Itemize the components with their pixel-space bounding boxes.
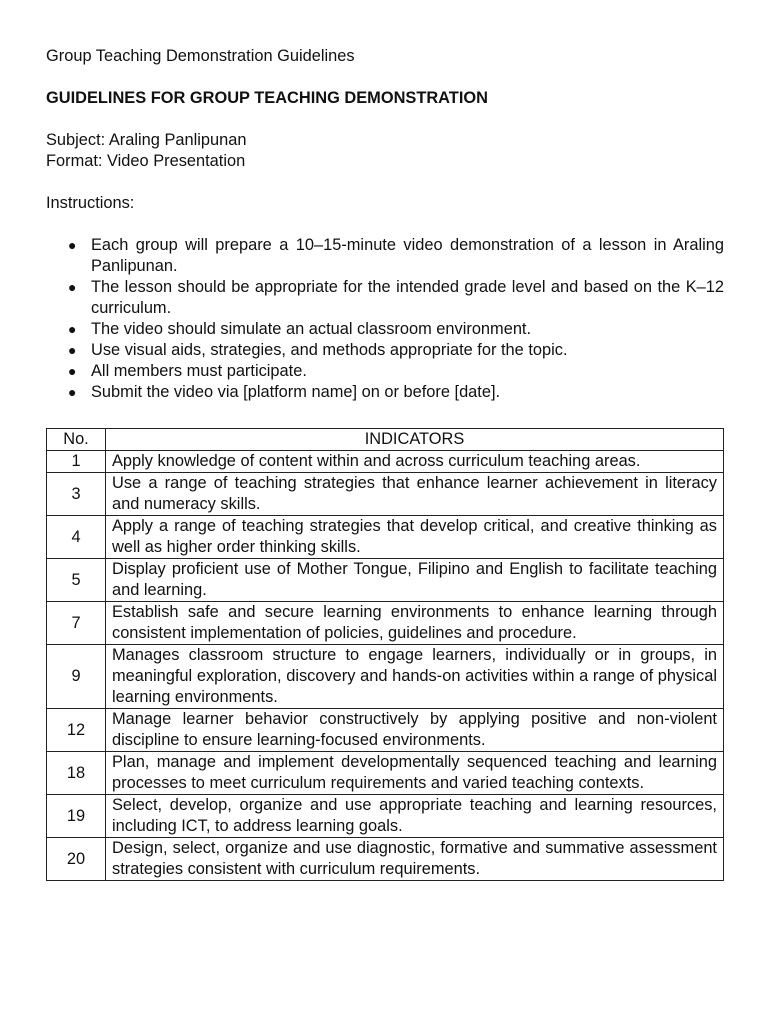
- bullet-icon: ●: [68, 384, 77, 400]
- table-row: [47, 838, 724, 881]
- instruction-item: [46, 277, 724, 319]
- indicators-table: [46, 428, 724, 881]
- table-row: [47, 602, 724, 645]
- instruction-text: Each group will prepare a 10–15-minute video demonstration of a lesson in Araling Panlipunan.: [91, 236, 724, 275]
- row-number: 12: [47, 709, 106, 752]
- instruction-item: [46, 361, 724, 382]
- instruction-item: [46, 235, 724, 277]
- header-no: No.: [47, 429, 106, 451]
- row-number: 9: [47, 645, 106, 709]
- row-number: 20: [47, 838, 106, 881]
- bullet-icon: ●: [68, 237, 77, 253]
- table-row: [47, 795, 724, 838]
- row-indicator: Use a range of teaching strategies that enhance learner achievement in literacy and numeracy skills.: [106, 473, 724, 516]
- instruction-text: Submit the video via [platform name] on or before [date].: [91, 383, 501, 401]
- table-row: [47, 473, 724, 516]
- bullet-icon: ●: [68, 279, 77, 295]
- row-number: 19: [47, 795, 106, 838]
- table-row: [47, 559, 724, 602]
- row-indicator: Select, develop, organize and use appropriate teaching and learning resources, including ICT, to address learning goals.: [106, 795, 724, 838]
- table-row: [47, 516, 724, 559]
- row-indicator: Plan, manage and implement developmentally sequenced teaching and learning processes to meet curriculum requirements and varied teaching contexts.: [106, 752, 724, 795]
- row-number: 3: [47, 473, 106, 516]
- row-number: 7: [47, 602, 106, 645]
- row-indicator: Design, select, organize and use diagnostic, formative and summative assessment strategies consistent with curriculum requirements.: [106, 838, 724, 881]
- row-number: 4: [47, 516, 106, 559]
- row-number: 5: [47, 559, 106, 602]
- row-number: 1: [47, 451, 106, 473]
- row-indicator: Manage learner behavior constructively by applying positive and non-violent discipline to ensure learning-focused environments.: [106, 709, 724, 752]
- row-indicator: Establish safe and secure learning environments to enhance learning through consistent implementation of policies, guidelines and procedure.: [106, 602, 724, 645]
- document-title: Group Teaching Demonstration Guidelines: [46, 47, 355, 65]
- row-indicator: Display proficient use of Mother Tongue, Filipino and English to facilitate teaching and learning.: [106, 559, 724, 602]
- row-indicator: Manages classroom structure to engage learners, individually or in groups, in meaningful exploration, discovery and hands-on activities within a range of physical learning environments.: [106, 645, 724, 709]
- table-row: [47, 645, 724, 709]
- document-heading: GUIDELINES FOR GROUP TEACHING DEMONSTRATION: [46, 89, 488, 107]
- header-indicators: INDICATORS: [106, 429, 724, 451]
- document-meta: [46, 130, 724, 172]
- instruction-item: [46, 340, 724, 361]
- instruction-text: All members must participate.: [91, 362, 307, 380]
- instruction-text: Use visual aids, strategies, and methods appropriate for the topic.: [91, 341, 568, 359]
- table-header-row: [47, 429, 724, 451]
- subject-line: Subject: Araling Panlipunan: [46, 131, 247, 149]
- format-line: Format: Video Presentation: [46, 152, 246, 170]
- document-page: [46, 46, 724, 403]
- table-row: [47, 752, 724, 795]
- row-indicator: Apply knowledge of content within and across curriculum teaching areas.: [106, 451, 724, 473]
- instructions-list: [46, 235, 724, 403]
- instruction-text: The video should simulate an actual classroom environment.: [91, 320, 532, 338]
- row-indicator: Apply a range of teaching strategies that develop critical, and creative thinking as well as higher order thinking skills.: [106, 516, 724, 559]
- table-row: [47, 451, 724, 473]
- instruction-text: The lesson should be appropriate for the intended grade level and based on the K–12 curriculum.: [91, 278, 724, 317]
- row-number: 18: [47, 752, 106, 795]
- instruction-item: [46, 319, 724, 340]
- instruction-item: [46, 382, 724, 403]
- bullet-icon: ●: [68, 363, 77, 379]
- table-row: [47, 709, 724, 752]
- instructions-label: Instructions:: [46, 194, 135, 212]
- bullet-icon: ●: [68, 342, 77, 358]
- bullet-icon: ●: [68, 321, 77, 337]
